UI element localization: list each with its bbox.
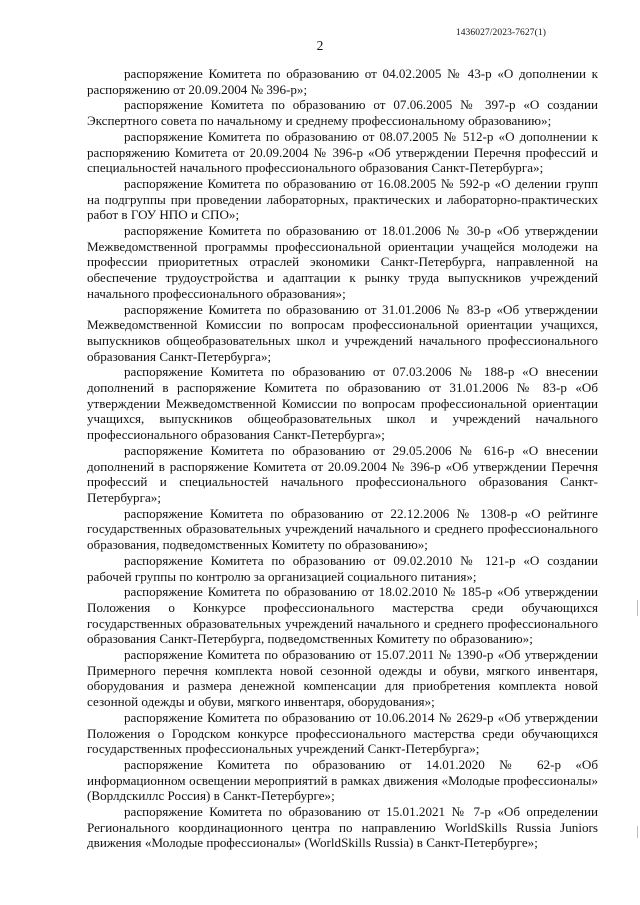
paragraph-12: распоряжение Комитета по образованию от 15.07.2011 № 1390-р «Об утверждении Примерного перечня комплекта новой сезонной одежды и обуви, мягкого инвентаря, оборудования и размера денежной компенсации для приобретения комплекта новой сезонной одежды и обуви, мягкого инвентаря, оборудования»; bbox=[87, 647, 598, 710]
paragraph-7: распоряжение Комитета по образованию от 07.03.2006 № 188-р «О внесении дополнений в распоряжение Комитета по образованию от 31.01.2006 № 83-р «Об утверждении Межведомственной Комиссии по вопросам профессиональной ориентации учащихся, выпускников общеобразовательных школ и учреждений начального профессионального образования Санкт-Петербурга»; bbox=[87, 364, 598, 443]
paragraph-13: распоряжение Комитета по образованию от 10.06.2014 № 2629-р «Об утверждении Положения о Городском конкурсе профессионального мастерства среди обучающихся государственных профессиональных учреждений Санкт-Петербурга»; bbox=[87, 709, 598, 757]
document-body bbox=[87, 66, 598, 851]
paragraph-2: распоряжение Комитета по образованию от 07.06.2005 № 397-р «О создании Экспертного совета по начальному и среднему профессиональному образованию»; bbox=[87, 97, 598, 129]
paragraph-14: распоряжение Комитета по образованию от 14.01.2020 № 62-р «Об информационном освещении мероприятий в рамках движения «Молодые профессионалы» (Ворлдскиллс Россия) в Санкт-Петербурге»; bbox=[87, 756, 598, 804]
document-id: 1436027/2023-7627(1) bbox=[455, 28, 546, 38]
paragraph-5: распоряжение Комитета по образованию от 18.01.2006 № 30-р «Об утверждении Межведомственной программы профессиональной ориентации учащейся молодежи на профессии приоритетных отраслей экономики Санкт-Петербурга, направленной на обеспечение трудоустройства и адаптации к рынку труда выпускников учреждений начального профессионального образования»; bbox=[87, 223, 598, 301]
paragraph-15: распоряжение Комитета по образованию от 15.01.2021 № 7-р «Об определении Регионального координационного центра по направлению WorldSkills Russia Juniors движения «Молодые профессионалы» (WorldSkills Russia) в Санкт-Петербурге»; bbox=[87, 804, 598, 851]
paragraph-10: распоряжение Комитета по образованию от 09.02.2010 № 121-р «О создании рабочей группы по контролю за организацией социального питания»; bbox=[87, 552, 598, 584]
scan-edge-mark bbox=[637, 826, 638, 838]
paragraph-9: распоряжение Комитета по образованию от 22.12.2006 № 1308-р «О рейтинге государственных образовательных учреждений начального и среднего профессионального образования, подведомственных Комитету по образованию»; bbox=[87, 505, 598, 553]
paragraph-3: распоряжение Комитета по образованию от 08.07.2005 № 512-р «О дополнении к распоряжению Комитета от 20.09.2004 № 396-р «Об утверждении Перечня профессий и специальностей начального профессионального образования Санкт-Петербурга»; bbox=[87, 128, 598, 176]
paragraph-6: распоряжение Комитета по образованию от 31.01.2006 № 83-р «Об утверждении Межведомственной Комиссии по вопросам профессиональной ориентации учащихся, выпускников общеобразовательных школ и учреждений начального профессионального образования Санкт-Петербурга»; bbox=[87, 301, 598, 364]
scan-edge-mark bbox=[637, 600, 638, 616]
paragraph-8: распоряжение Комитета по образованию от 29.05.2006 № 616-р «О внесении дополнений в распоряжение Комитета от 20.09.2004 № 396-р «Об утверждении Перечня профессий и специальностей начального профессионального образования Санкт-Петербурга»; bbox=[87, 442, 598, 505]
paragraph-1: распоряжение Комитета по образованию от 04.02.2005 № 43-р «О дополнении к распоряжению от 20.09.2004 № 396-р»; bbox=[87, 66, 598, 97]
paragraph-4: распоряжение Комитета по образованию от 16.08.2005 № 592-р «О делении групп на подгруппы при проведении лабораторных, практических и лабораторно-практических работ в ГОУ НПО и СПО»; bbox=[87, 175, 598, 223]
page-number: 2 bbox=[316, 38, 324, 53]
paragraph-11: распоряжение Комитета по образованию от 18.02.2010 № 185-р «Об утверждении Положения о Конкурсе профессионального мастерства среди обучающихся государственных образовательных учреждений начального и среднего профессионального образования Санкт-Петербурга, подведомственных Комитету по образованию»; bbox=[87, 584, 598, 647]
